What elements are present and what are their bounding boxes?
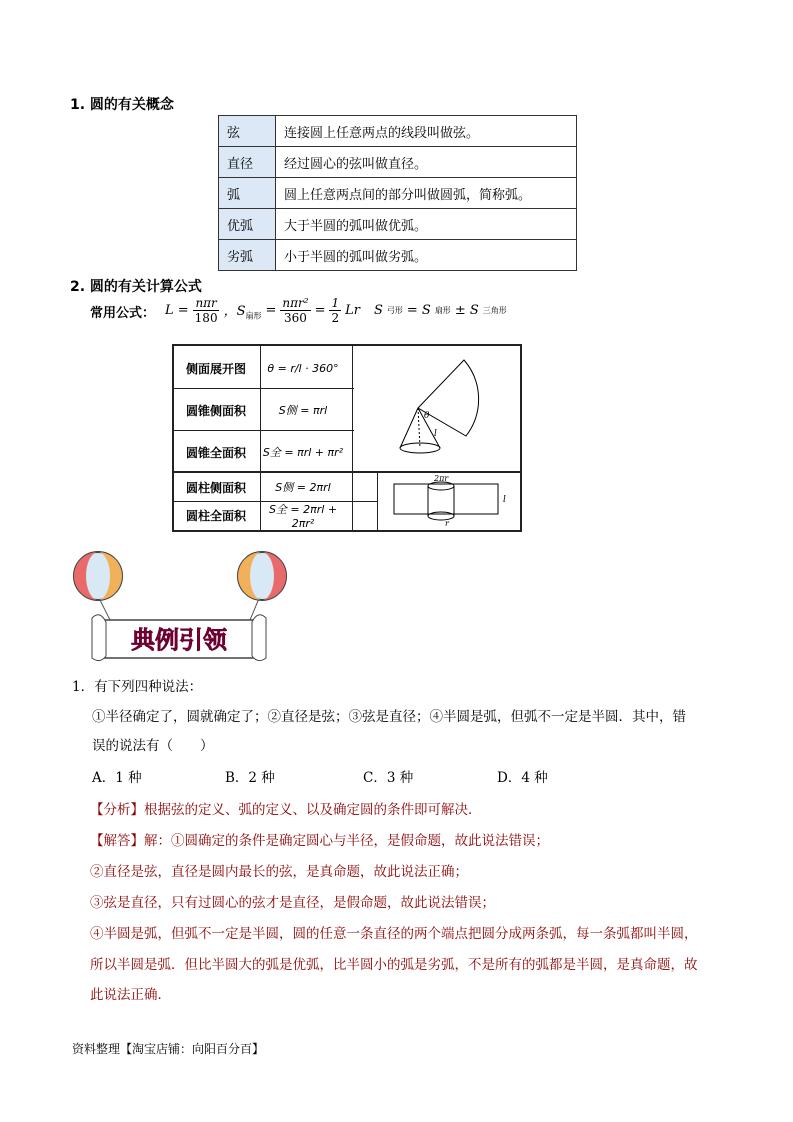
formula-value: S侧 = 2πrl [275, 481, 331, 494]
formula-row [174, 350, 354, 386]
term-cell: 弧 [219, 178, 276, 209]
section-1-title: 1. 圆的有关概念 [70, 97, 174, 113]
question-line-1: 1．有下列四种说法： [72, 679, 203, 695]
term-cell: 直径 [219, 147, 276, 178]
common-formula-label: 常用公式： [90, 306, 156, 321]
cylinder-net-figure [379, 474, 518, 528]
sector-sub: 扇形 [245, 311, 262, 321]
desc-cell: 小于半圆的弧叫做劣弧。 [276, 240, 577, 271]
divider [174, 471, 520, 473]
answer-line: ③弦是直径，只有过圆心的弦才是直径，是假命题，故此说法错误； [90, 895, 495, 911]
divider [352, 346, 353, 530]
answer-line: 此说法正确． [90, 987, 171, 1003]
formula-value: S全 = 2πrl + 2πr² [268, 502, 338, 530]
bow-s: S [373, 303, 383, 318]
formula-label: 圆柱侧面积 [185, 480, 246, 495]
divider [174, 388, 354, 389]
formula-value: θ = r/l · 360° [267, 361, 339, 375]
twopir-label: 2πr [434, 474, 449, 483]
table-row [219, 209, 577, 240]
bow-sub2: 扇形 [434, 306, 451, 315]
arc-den: 180 [194, 311, 218, 325]
divider [260, 346, 261, 530]
table-row [219, 240, 577, 271]
formula-row [174, 434, 354, 470]
option-b: B．2 种 [225, 770, 275, 786]
bow-sub: 弓形 [386, 306, 403, 315]
formula-value: S全 = πrl + πr² [262, 446, 344, 459]
half-num: 1 [331, 296, 340, 310]
bow-sub3: 三角形 [482, 306, 507, 315]
question-line-3: 误的说法有（ ） [92, 738, 214, 754]
term-cell: 弦 [219, 116, 276, 147]
formula-eq2: = [314, 303, 326, 318]
option-c: C．3 种 [363, 770, 414, 786]
bow-pm: ± S [454, 303, 479, 318]
banner-text: 典例引领 [131, 625, 227, 654]
theta-label: θ [424, 411, 430, 421]
l2-label: l [503, 495, 506, 505]
formula-label: 圆柱全面积 [185, 508, 246, 523]
option-a: A．1 种 [92, 770, 142, 786]
term-cell: 优弧 [219, 209, 276, 240]
question-line-2: ①半径确定了，圆就确定了；②直径是弦；③弦是直径；④半圆是弧，但弧不一定是半圆．其中，错 [92, 709, 686, 725]
formula-lr: Lr [345, 303, 360, 318]
half-fraction [329, 296, 341, 325]
formula-label: 侧面展开图 [185, 361, 246, 376]
bow-eq: = S [406, 303, 431, 318]
answer-line: ②直径是弦，直径是圆内最长的弦，是真命题，故此说法正确； [90, 864, 468, 880]
option-d: D．4 种 [497, 770, 548, 786]
divider [377, 473, 378, 530]
footer-text: 资料整理【淘宝店铺：向阳百分百】 [72, 1042, 265, 1056]
sector-s: ，S [223, 303, 246, 319]
formula-row [174, 474, 354, 500]
sector-fraction [280, 296, 310, 325]
table-row [219, 116, 577, 147]
arc-num: nπr [195, 296, 217, 310]
formula-eq: = [265, 303, 277, 318]
arc-fraction [193, 296, 220, 325]
table-row [219, 178, 577, 209]
answer-line: ④半圆是弧，但弧不一定是半圆，圆的任意一条直径的两个端点把圆分成两条弧，每一条弧都叫半圆， [90, 926, 698, 942]
formula-table [172, 344, 522, 532]
divider [174, 501, 378, 502]
desc-cell: 连接圆上任意两点的线段叫做弦。 [276, 116, 577, 147]
analysis-line: 【分析】根据弦的定义、弧的定义、以及确定圆的条件即可解决． [90, 802, 482, 818]
divider [174, 430, 354, 431]
half-den: 2 [331, 311, 340, 325]
desc-cell: 大于半圆的弧叫做优弧。 [276, 209, 577, 240]
section-2-title: 2. 圆的有关计算公式 [70, 279, 202, 295]
answer-line: 所以半圆是弧．但比半圆大的弧是优弧，比半圆小的弧是劣弧，不是所有的弧都是半圆，是真命题，故 [90, 957, 698, 973]
answer-line: 【解答】解：①圆确定的条件是确定圆心与半径，是假命题，故此说法错误； [90, 833, 549, 849]
sec-den: 360 [284, 311, 307, 325]
desc-cell: 圆上任意两点间的部分叫做圆弧，简称弧。 [276, 178, 577, 209]
formula-L: L = [165, 303, 189, 318]
example-banner [70, 548, 295, 666]
formula-label: 圆锥侧面积 [185, 403, 246, 418]
definition-table [218, 115, 577, 271]
formula-label: 圆锥全面积 [185, 445, 246, 460]
term-cell: 劣弧 [219, 240, 276, 271]
desc-cell: 经过圆心的弦叫做直径。 [276, 147, 577, 178]
r-label: r [445, 519, 449, 528]
formula-value: S侧 = πrl [278, 404, 328, 417]
sec-num: nπr² [282, 296, 309, 310]
l-label: l [434, 429, 437, 439]
cone-net-figure [354, 348, 518, 470]
formula-line [165, 296, 507, 325]
formula-row [174, 502, 354, 528]
formula-row [174, 392, 354, 428]
table-row [219, 147, 577, 178]
formula-sector [224, 300, 262, 322]
